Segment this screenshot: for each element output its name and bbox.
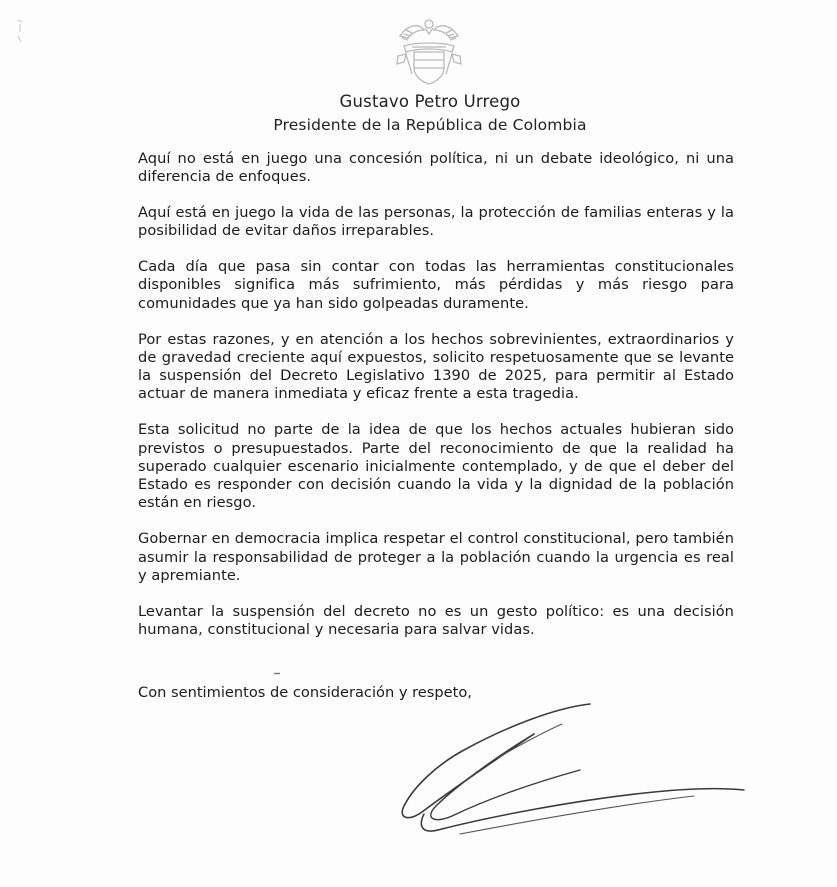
sender-title: Presidente de la República de Colombia (273, 116, 587, 134)
paragraph-1: Aquí no está en juego una concesión política, ni un debate ideológico, ni una diferencia de enfoques. (138, 150, 734, 186)
paragraph-2: Aquí está en juego la vida de las personas, la protección de familias enteras y la posibilidad de evitar daños irreparables. (138, 204, 734, 240)
paragraph-7: Levantar la suspensión del decreto no es un gesto político: es una decisión humana, constitucional y necesaria para salvar vidas. (138, 602, 734, 638)
paragraph-4: Por estas razones, y en atención a los hechos sobrevinientes, extraordinarios y de gravedad creciente aquí expuestos, solicito respetuosamente que se levante la suspensión del Decreto Legislativo 1390 de 2025, para permitir al Estado actuar de manera inmediata y eficaz frente a esta tragedia. (138, 330, 734, 403)
sender-name: Gustavo Petro Urrego (339, 92, 521, 111)
paragraph-3: Cada día que pasa sin contar con todas las herramientas constitucionales disponibles significa más sufrimiento, más pérdidas y más riesgo para comunidades que ya han sido golpeadas duramente. (138, 258, 734, 312)
margin-scan-mark (16, 18, 24, 46)
paragraph-6: Gobernar en democracia implica respetar el control constitucional, pero también asumir la responsabilidad de proteger a la población cuando la urgencia es real y apremiante. (138, 530, 734, 584)
coat-of-arms-seal-icon (392, 14, 466, 88)
closing-line: Con sentimientos de consideración y respeto, (138, 684, 472, 701)
letter-body (138, 150, 734, 657)
handwritten-signature (394, 688, 754, 848)
paragraph-5: Esta solicitud no parte de la idea de que los hechos actuales hubieran sido previstos o presupuestados. Parte del reconocimiento de que la realidad ha superado cualquier escenario inicialmente contemplado, y de que el deber del Estado es responder con decisión cuando la vida y la dignidad de la población están en riesgo. (138, 421, 734, 512)
ink-speck (274, 672, 280, 675)
